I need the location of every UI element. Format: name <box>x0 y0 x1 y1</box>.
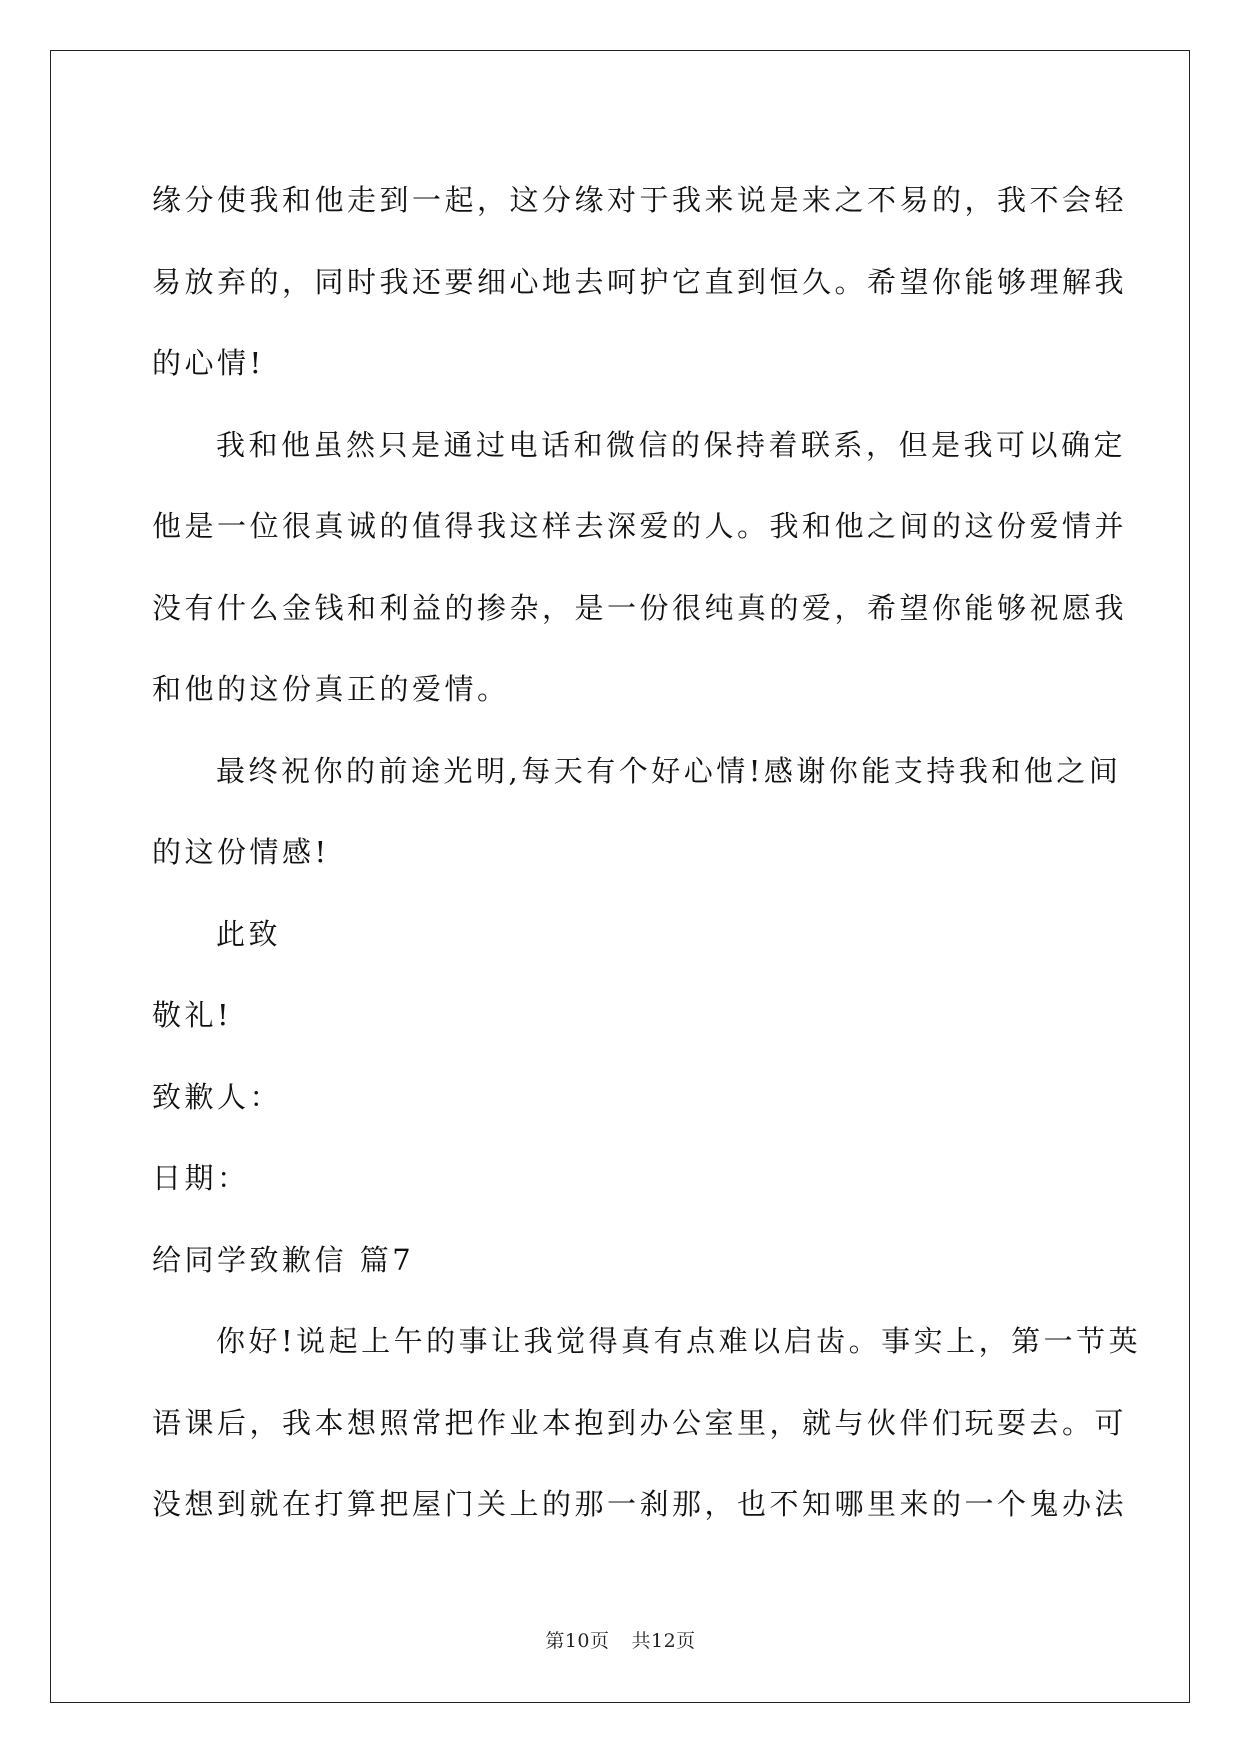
text-line: 你好!说起上午的事让我觉得真有点难以启齿。事实上，第一节英 <box>216 1324 1142 1358</box>
closing-regards: 敬礼! <box>152 998 233 1032</box>
text-line: 易放弃的，同时我还要细心地去呵护它直到恒久。希望你能够理解我 <box>152 264 1128 299</box>
text-line: 没有什么金钱和利益的掺杂，是一份很纯真的爱，希望你能够祝愿我 <box>152 590 1128 625</box>
text-line: 我和他虽然只是通过电话和微信的保持着联系，但是我可以确定 <box>216 427 1127 462</box>
text-line: 和他的这份真正的爱情。 <box>152 672 510 706</box>
text-line: 的心情! <box>152 346 265 380</box>
page-number: 第10页 <box>545 1630 610 1652</box>
text-line: 最终祝你的前途光明,每天有个好心情!感谢你能支持我和他之间 <box>216 753 1122 788</box>
text-line: 缘分使我和他走到一起，这分缘对于我来说是来之不易的，我不会轻 <box>152 183 1128 217</box>
section-heading: 给同学致歉信 篇7 <box>152 1242 415 1277</box>
closing-salutation: 此致 <box>216 916 282 951</box>
text-line: 没想到就在打算把屋门关上的那一刹那，也不知哪里来的一个鬼办法 <box>152 1487 1128 1521</box>
text-line: 他是一位很真诚的值得我这样去深爱的人。我和他之间的这份爱情并 <box>152 509 1128 543</box>
signature-label: 致歉人： <box>152 1079 283 1114</box>
text-line: 的这份情感! <box>152 835 330 869</box>
text-line: 语课后，我本想照常把作业本抱到办公室里，就与伙伴们玩耍去。可 <box>152 1405 1128 1440</box>
date-label: 日期： <box>152 1161 250 1195</box>
page-total: 共12页 <box>631 1630 696 1652</box>
document-body <box>152 160 1142 1546</box>
page-footer <box>0 1626 1241 1653</box>
